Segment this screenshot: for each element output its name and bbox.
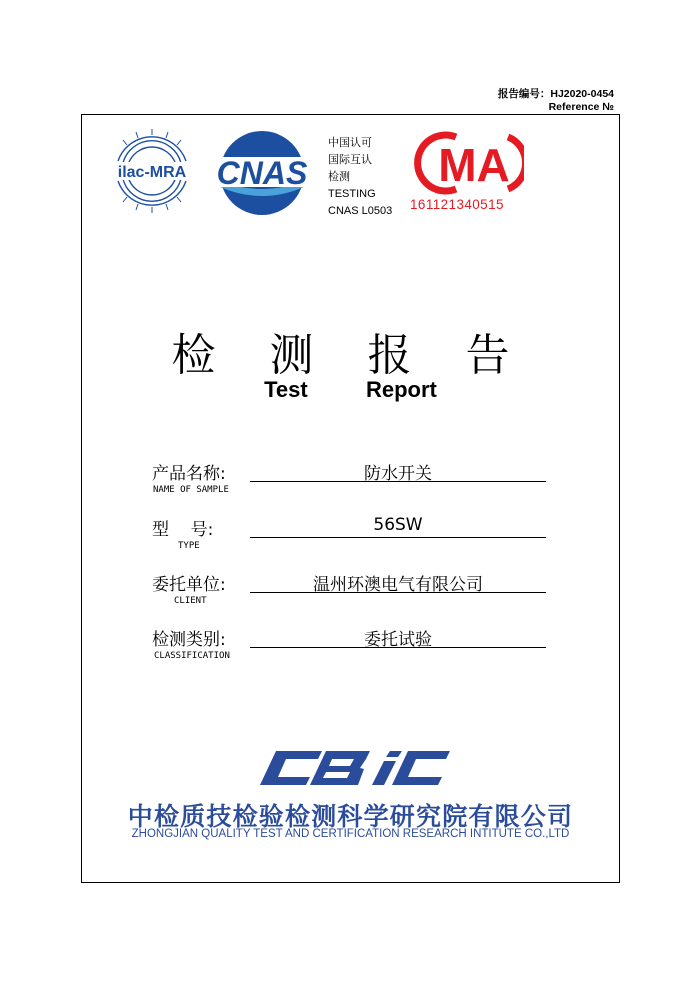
- field-value: 温州环澳电气有限公司: [313, 575, 483, 595]
- field-underline: [250, 481, 546, 482]
- field-type: [152, 515, 552, 565]
- field-value: 56SW: [373, 515, 423, 535]
- cbic-logo: [252, 747, 452, 791]
- cover-frame: [81, 114, 620, 883]
- acc-line-1: 中国认可: [328, 137, 372, 149]
- acc-line-5: CNAS L0503: [328, 205, 393, 217]
- acc-line-3: 检测: [328, 171, 350, 183]
- field-label: 产品名称:: [152, 464, 226, 484]
- cbic-text: CBiC: [252, 747, 255, 748]
- field-sublabel: CLIENT: [174, 596, 207, 606]
- field-underline: [250, 537, 546, 538]
- cma-logo: [412, 131, 524, 195]
- ilac-mra-text: ilac-MRA: [117, 164, 187, 181]
- field-client: [152, 570, 552, 620]
- field-sublabel: CLASSIFICATION: [154, 651, 230, 661]
- report-number-block: [498, 88, 614, 114]
- title-en-test: Test: [264, 377, 308, 402]
- field-classification: [152, 625, 552, 675]
- title-en-report: Report: [365, 377, 437, 402]
- organization-name-en: ZHONGJIAN QUALITY TEST AND CERTIFICATION RESEARCH INTITUTE CO.,LTD: [131, 828, 570, 840]
- cma-text: MA: [438, 139, 510, 191]
- cnas-text: CNAS: [216, 155, 308, 191]
- field-label: 检测类别:: [152, 630, 226, 650]
- report-title-cn: 检 测 报 告: [171, 330, 530, 381]
- accreditation-text: [328, 135, 392, 220]
- reference-label: Reference №: [548, 101, 614, 113]
- field-value: 防水开关: [364, 464, 432, 484]
- report-title-en: [82, 377, 619, 403]
- acc-line-2: 国际互认: [328, 154, 372, 166]
- field-underline: [250, 592, 546, 593]
- cnas-logo: [206, 127, 318, 219]
- field-value: 委托试验: [364, 630, 432, 650]
- field-sublabel: NAME OF SAMPLE: [153, 485, 229, 495]
- field-sample-name: [152, 459, 552, 509]
- accreditation-logos: [106, 123, 606, 223]
- field-label: 型 号:: [152, 520, 214, 540]
- acc-line-4: TESTING: [328, 188, 376, 200]
- field-sublabel: TYPE: [178, 541, 200, 551]
- organization-name-cn: 中检质技检验检测科学研究院有限公司: [127, 802, 574, 831]
- cma-number: 161121340515: [410, 197, 504, 212]
- field-underline: [250, 647, 546, 648]
- field-label: 委托单位:: [152, 575, 226, 595]
- ilac-mra-logo: [106, 125, 198, 217]
- report-number: 报告编号：HJ2020-0454: [497, 88, 614, 100]
